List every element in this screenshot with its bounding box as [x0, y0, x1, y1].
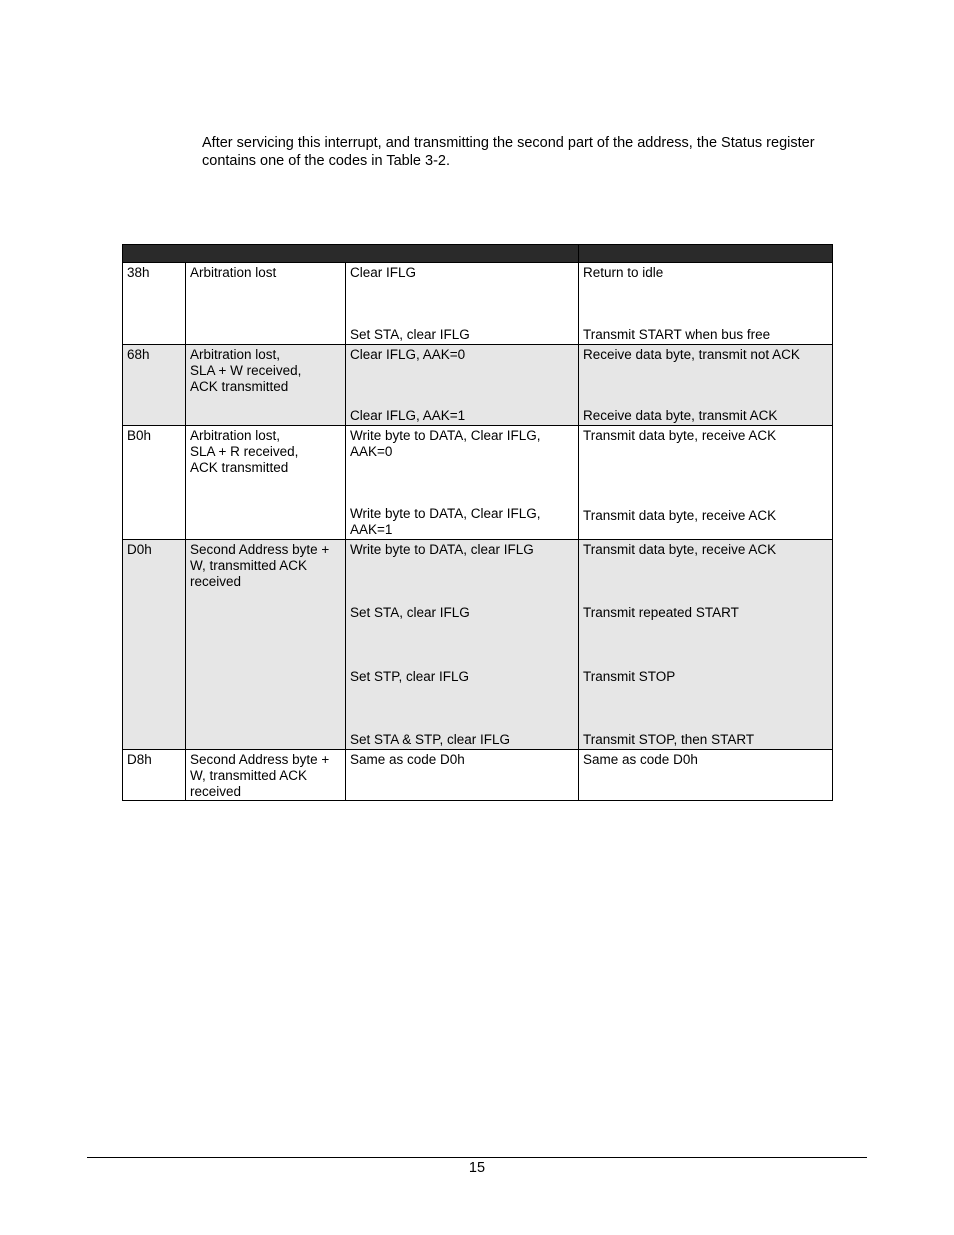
result-cell: Same as code D0h: [579, 750, 833, 801]
status-line: Arbitration lost: [190, 265, 277, 280]
result-cell: [579, 426, 833, 540]
action-text: Set STA & STP, clear IFLG: [350, 731, 511, 747]
action-text: Set STA, clear IFLG: [350, 605, 470, 621]
table-row: [123, 750, 833, 801]
code-cell: 38h: [123, 263, 186, 345]
status-line: ACK transmitted: [190, 379, 289, 394]
action-text: Set STP, clear IFLG: [350, 668, 470, 684]
action-cell: [346, 540, 579, 750]
table-row: [123, 263, 833, 345]
result-cell: [579, 540, 833, 750]
status-cell: [186, 426, 346, 540]
result-cell: [579, 345, 833, 426]
page-number: 15: [468, 1160, 486, 1176]
action-text: Write byte to DATA, Clear IFLG, AAK=0: [350, 428, 541, 459]
table-row: [123, 345, 833, 426]
table-header-left: [123, 245, 579, 263]
status-cell: [186, 345, 346, 426]
action-text: Clear IFLG, AAK=1: [350, 408, 466, 423]
footer-divider: [87, 1157, 867, 1158]
status-code-table: [122, 244, 833, 801]
result-text: Receive data byte, transmit ACK: [583, 408, 778, 423]
result-text: Transmit data byte, receive ACK: [583, 508, 777, 523]
result-text: Transmit START when bus free: [583, 327, 771, 342]
action-text: Clear IFLG, AAK=0: [350, 347, 466, 362]
result-text: Transmit data byte, receive ACK: [583, 428, 777, 443]
status-line: ACK transmitted: [190, 460, 289, 475]
action-cell: Same as code D0h: [346, 750, 579, 801]
intro-paragraph: After servicing this interrupt, and transmitting the second part of the address, the Status register contains one of the codes in Table 3-2.: [202, 135, 815, 169]
status-cell: [186, 263, 346, 345]
result-cell: [579, 263, 833, 345]
status-line: SLA + R received,: [190, 444, 299, 459]
action-text: Set STA, clear IFLG: [350, 327, 470, 342]
result-text: Transmit data byte, receive ACK: [583, 542, 777, 557]
action-cell: [346, 426, 579, 540]
result-text: Return to idle: [583, 265, 664, 280]
code-cell: D0h: [123, 540, 186, 750]
code-cell: D8h: [123, 750, 186, 801]
table-row: [123, 540, 833, 750]
table-header-row: [123, 245, 833, 263]
action-text: Write byte to DATA, Clear IFLG, AAK=1: [350, 506, 541, 537]
status-cell: Second Address byte + W, transmitted ACK received: [186, 540, 346, 750]
status-line: Arbitration lost,: [190, 347, 281, 362]
result-text: Transmit repeated START: [583, 605, 739, 621]
table-row: [123, 426, 833, 540]
status-cell: Second Address byte + W, transmitted ACK received: [186, 750, 346, 801]
result-text: Transmit STOP: [583, 668, 676, 684]
code-cell: 68h: [123, 345, 186, 426]
action-text: Clear IFLG: [350, 265, 417, 280]
result-text: Receive data byte, transmit not ACK: [583, 347, 800, 362]
action-cell: [346, 345, 579, 426]
table-header-right: [579, 245, 833, 263]
status-line: SLA + W received,: [190, 363, 302, 378]
status-line: Arbitration lost,: [190, 428, 281, 443]
action-text: Write byte to DATA, clear IFLG: [350, 542, 534, 557]
result-text: Transmit STOP, then START: [583, 731, 755, 747]
code-cell: B0h: [123, 426, 186, 540]
action-cell: [346, 263, 579, 345]
